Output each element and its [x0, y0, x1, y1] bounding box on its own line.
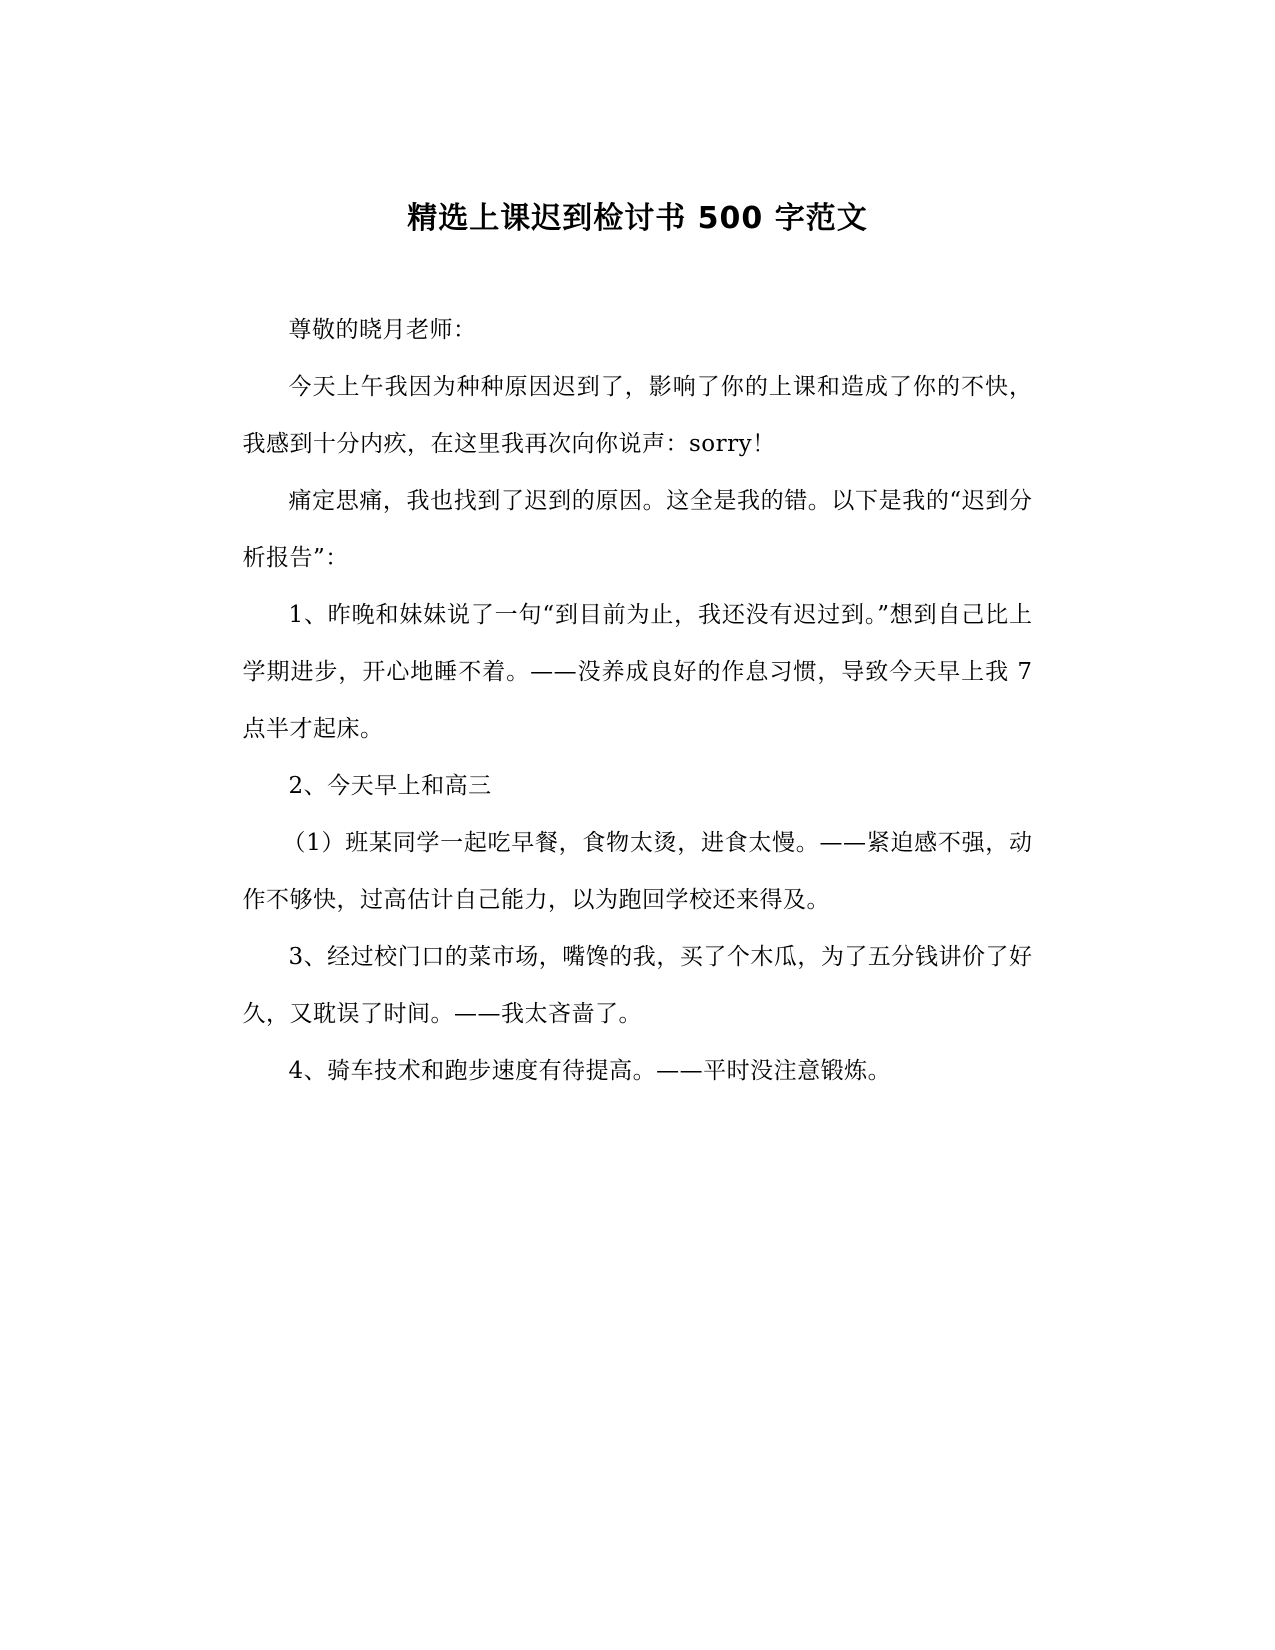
- paragraph-salutation: 尊敬的晓月老师：: [288, 317, 477, 343]
- paragraph-reason-2-1: （1）班某同学一起吃早餐，食物太烫，进食太慢。——紧迫感不强，动作不够快，过高估计自己能力，以为跑回学校还来得及。: [242, 830, 1033, 913]
- page-title: 精选上课迟到检讨书 500 字范文: [407, 201, 868, 236]
- paragraph-reason-1: 1、昨晚和妹妹说了一句“到目前为止，我还没有迟过到。”想到自己比上学期进步，开心地睡不着。——没养成良好的作息习惯，导致今天早上我 7 点半才起床。: [242, 602, 1033, 742]
- paragraph-reason-4: 4、骑车技术和跑步速度有待提高。——平时没注意锻炼。: [288, 1058, 892, 1084]
- paragraph-apology: 今天上午我因为种种原因迟到了，影响了你的上课和造成了你的不快，我感到十分内疚，在这里我再次向你说声：sorry！: [242, 374, 1033, 457]
- paragraph-reason-3: 3、经过校门口的菜市场，嘴馋的我，买了个木瓜，为了五分钱讲价了好久，又耽误了时间。——我太吝啬了。: [242, 944, 1033, 1027]
- paragraph-reason-2: 2、今天早上和高三: [288, 773, 492, 799]
- document-body: [243, 240, 1033, 1100]
- paragraph-reflection: 痛定思痛，我也找到了迟到的原因。这全是我的错。以下是我的“迟到分析报告”：: [242, 488, 1033, 571]
